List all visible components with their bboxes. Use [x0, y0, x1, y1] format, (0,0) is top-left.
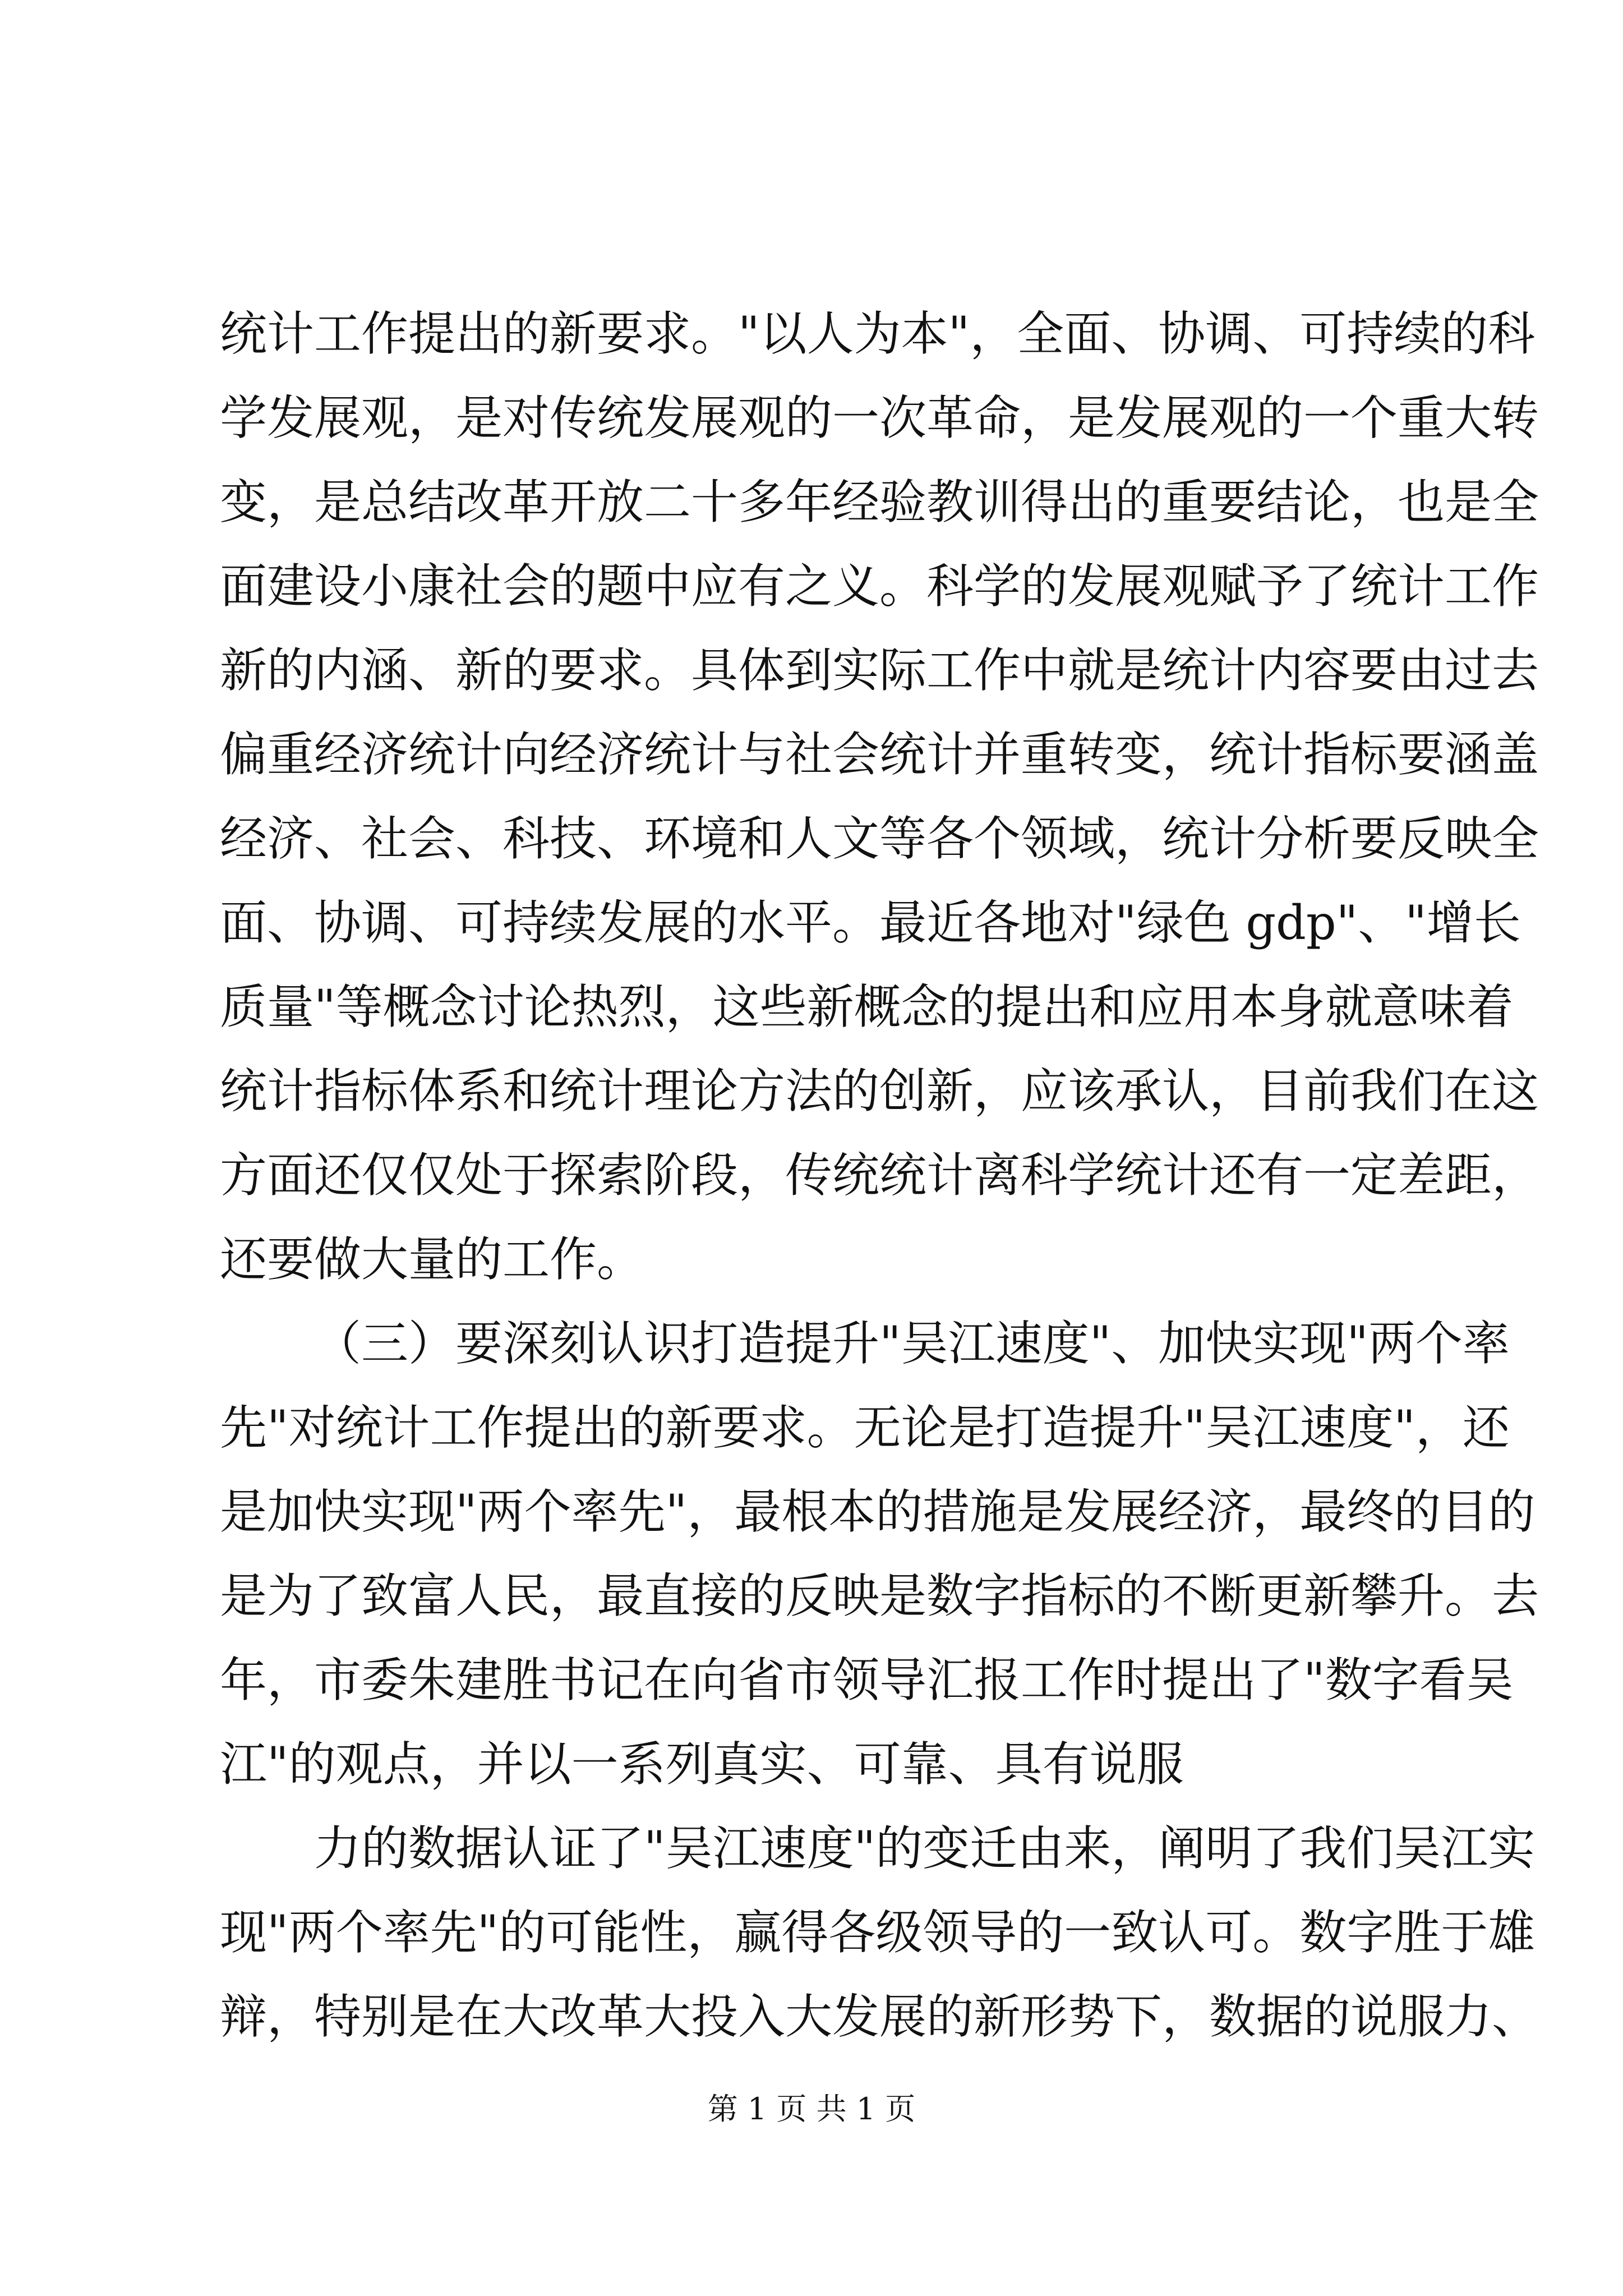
text-line: 是加快实现"两个率先"，最根本的措施是发展经济，最终的目的: [220, 1484, 1536, 1539]
text-line: 学发展观，是对传统发展观的一次革命，是发展观的一个重大转: [220, 390, 1539, 445]
text-line: 质量"等概念讨论热烈，这些新概念的提出和应用本身就意味着: [220, 979, 1514, 1034]
text-line: 经济、社会、科技、环境和人文等各个领域，统计分析要反映全: [220, 811, 1539, 866]
text-line: 还要做大量的工作。: [220, 1232, 644, 1287]
text-line: 现"两个率先"的可能性，赢得各级领导的一致认可。数字胜于雄: [220, 1905, 1536, 1960]
text-line: 年，市委朱建胜书记在向省市领导汇报工作时提出了"数字看吴: [220, 1653, 1514, 1708]
text-line: 江"的观点，并以一系列真实、可靠、具有说服: [220, 1737, 1184, 1792]
text-line: 是为了致富人民，最直接的反映是数字指标的不断更新攀升。去: [220, 1568, 1539, 1623]
paragraph-first-line: 力的数据认证了"吴江速度"的变迁由来，阐明了我们吴江实: [314, 1821, 1536, 1876]
text-line: 方面还仅仅处于探索阶段，传统统计离科学统计还有一定差距，: [220, 1148, 1539, 1203]
text-line: 先"对统计工作提出的新要求。无论是打造提升"吴江速度"，还: [220, 1400, 1510, 1455]
text-line: 变，是总结改革开放二十多年经验教训得出的重要结论，也是全: [220, 475, 1539, 530]
text-line: 面建设小康社会的题中应有之义。科学的发展观赋予了统计工作: [220, 559, 1539, 614]
text-line: 偏重经济统计向经济统计与社会统计并重转变，统计指标要涵盖: [220, 727, 1539, 782]
text-line: 统计指标体系和统计理论方法的创新，应该承认，目前我们在这: [220, 1064, 1539, 1119]
text-line: 面、协调、可持续发展的水平。最近各地对"绿色 gdp"、"增长: [220, 895, 1521, 950]
paragraph-first-line: （三）要深刻认识打造提升"吴江速度"、加快实现"两个率: [314, 1316, 1510, 1371]
text-line: 统计工作提出的新要求。"以人为本"，全面、协调、可持续的科: [220, 306, 1536, 361]
text-line: 辩，特别是在大改革大投入大发展的新形势下，数据的说服力、: [220, 1989, 1539, 2044]
text-line: 新的内涵、新的要求。具体到实际工作中就是统计内容要由过去: [220, 643, 1539, 698]
page-footer: 第 1 页 共 1 页: [707, 2091, 916, 2127]
